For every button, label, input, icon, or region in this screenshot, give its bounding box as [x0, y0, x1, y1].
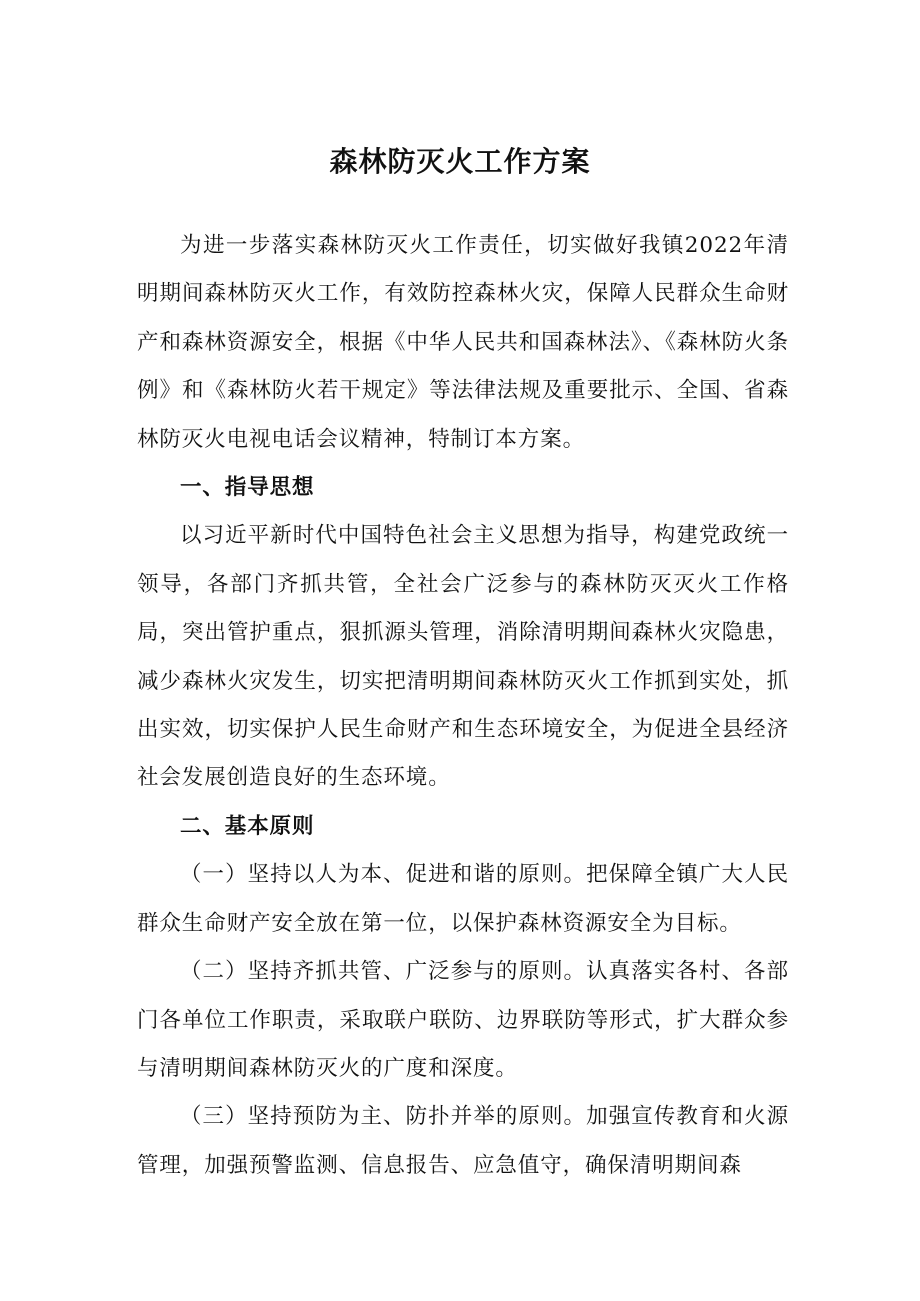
guiding-thought-paragraph: 以习近平新时代中国特色社会主义思想为指导，构建党政统一领导，各部门齐抓共管，全社会广泛参与的森林防灭灭火工作格局，突出管护重点，狠抓源头管理，消除清明期间森林火灾隐患，减少森林火灾发生，切实把清明期间森林防灭火工作抓到实处，抓出实效，切实保护人民生命财产和生态环境安全，为促进全县经济社会发展创造良好的生态环境。	[137, 523, 789, 791]
intro-paragraph: 为进一步落实森林防灭火工作责任，切实做好我镇2022年清明期间森林防灭火工作，有效防控森林火灾，保障人民群众生命财产和森林资源安全，根据《中华人民共和国森林法》、《森林防火条例》和《森林防火若干规定》等法律法规及重要批示、全国、省森林防灭火电视电话会议精神，特制订本方案。	[137, 233, 789, 452]
principle-paragraph-3: （三）坚持预防为主、防扑并举的原则。加强宣传教育和火源管理，加强预警监测、信息报告、应急值守，确保清明期间森	[137, 1104, 789, 1178]
section-heading-guiding-thought: 一、指导思想	[180, 475, 315, 501]
principle-paragraph-1: （一）坚持以人为本、促进和谐的原则。把保障全镇广大人民群众生命财产安全放在第一位，以保护森林资源安全为目标。	[137, 862, 789, 936]
document-title: 森林防灭火工作方案	[329, 145, 591, 178]
section-heading-basic-principles: 二、基本原则	[180, 813, 315, 839]
document-body	[137, 222, 789, 1190]
principle-paragraph-2: （二）坚持齐抓共管、广泛参与的原则。认真落实各村、各部门各单位工作职责，采取联户联防、边界联防等形式，扩大群众参与清明期间森林防灭火的广度和深度。	[137, 959, 789, 1081]
